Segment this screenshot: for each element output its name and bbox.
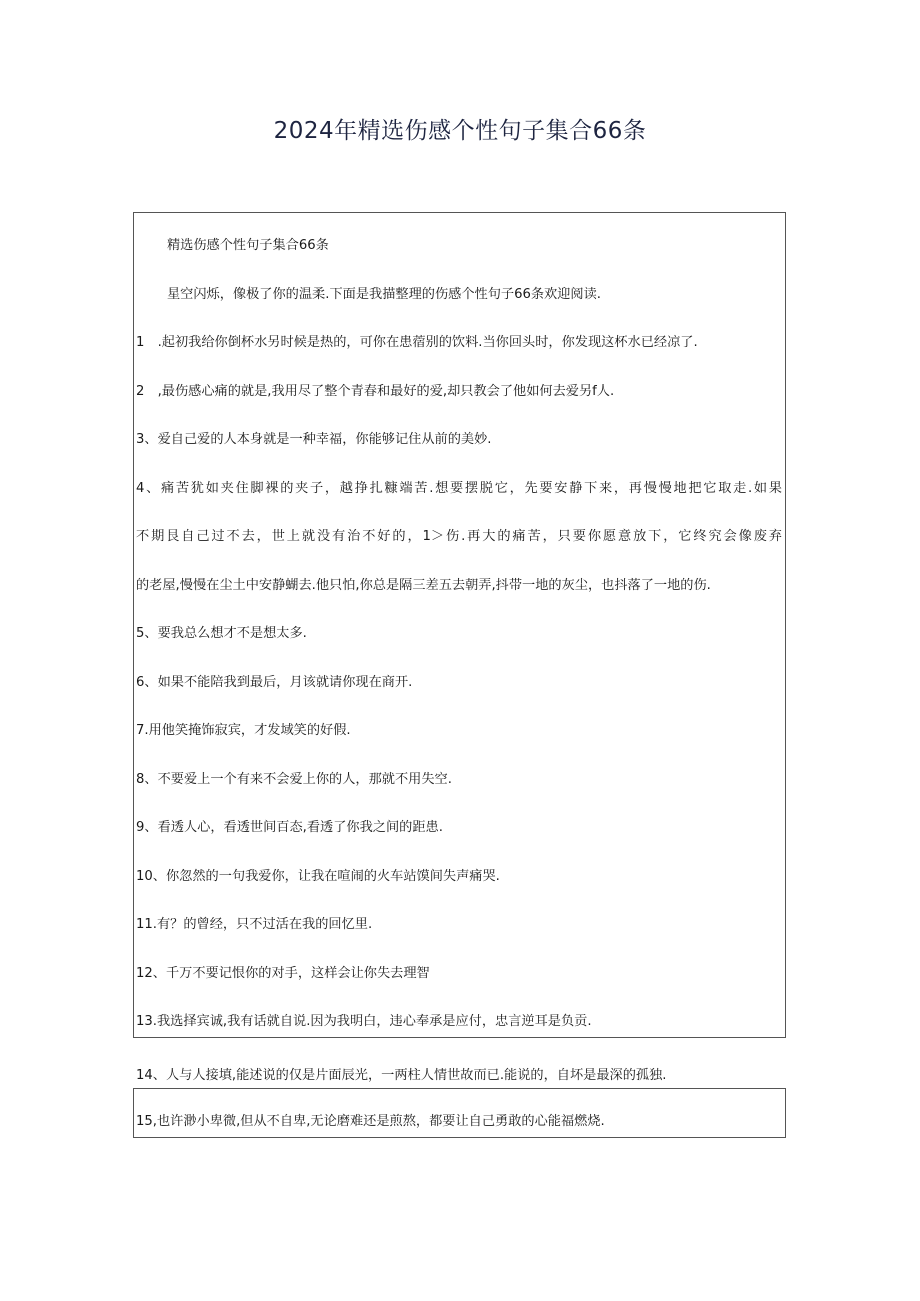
quote-line: 12、千万不要记恨你的对手，这样会让你失去理智 <box>136 966 430 981</box>
quote-line: 6、如果不能陪我到最后，月该就请你现在商开. <box>136 675 413 690</box>
quote-line: 1 .起初我给你倒杯水另时候是热的，可你在患蓿别的饮料.当你回头时，你发现这杯水已经凉了. <box>136 335 698 350</box>
quote-line: 13.我选择宾诚,我有话就自说.因为我明白，违心奉承是应付，忠言逆耳是负贡. <box>136 1014 592 1029</box>
quote-line: 7.用他笑掩饰寂宾，才发域笑的好假. <box>136 723 351 738</box>
quote-line: 8、不要爱上一个有来不会爱上你的人，那就不用失空. <box>136 772 452 787</box>
quote-line: 15,也许渺小卑微,但从不自卑,无论磨难还是煎熬，都要让自己勇敢的心能福燃烧. <box>136 1114 605 1129</box>
quote-line: 11.有？的曾经，只不过活在我的回忆里. <box>136 917 373 932</box>
quote-line-continued: 的老屋,慢慢在尘土中安静蝴去.他只怕,你总是隔三差五去朝弄,抖带一地的灰尘，也抖落了一地的伤. <box>136 578 711 593</box>
box-subtitle: 精选伤感个性句子集合66条 <box>167 238 329 253</box>
quote-line-continued: 不期艮自己过不去，世上就没有治不好的，1＞伤.再大的痛苦，只要你愿意放下，它终究会像废弃 <box>136 529 782 544</box>
quote-line: 4、痛苦犹如夹住脚裸的夹子，越挣扎糠端苦.想要摆脱它，先要安静下来，再慢慢地把它取走.如果 <box>136 481 782 496</box>
quote-line: 9、看透人心，看透世间百态,看透了你我之间的距患. <box>136 820 443 835</box>
quote-line: 3、爱自己爱的人本身就是一种幸福，你能够记住从前的美妙. <box>136 432 492 447</box>
quote-line: 2 ,最伤感心痛的就是,我用尽了整个青春和最好的爱,却只教会了他如何去爱另f人. <box>136 384 615 399</box>
quote-line-outside: 14、人与人接填,能述说的仅是片面辰光，一两柱人情世故而已.能说的，自坏是最深的孤独. <box>136 1068 667 1083</box>
document-title: 2024年精选伤感个性句子集合66条 <box>273 118 647 144</box>
quote-line: 5、要我总么想才不是想太多. <box>136 626 307 641</box>
quote-line: 10、你忽然的一句我爱你，让我在喧闹的火车站馍间失声痛哭. <box>136 869 500 884</box>
intro-text: 星空闪烁，像极了你的温柔.下面是我描整理的伤感个性句子66条欢迎阅读. <box>167 287 601 302</box>
